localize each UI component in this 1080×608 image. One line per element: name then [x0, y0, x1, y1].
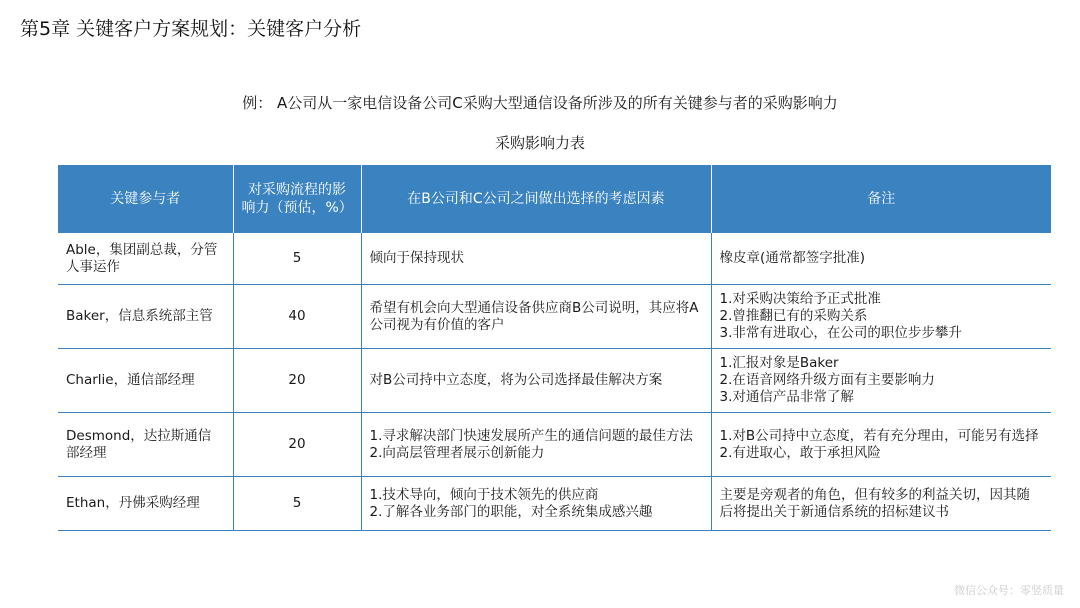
- influence-cell: 5: [233, 233, 361, 285]
- influence-cell: 5: [233, 477, 361, 531]
- factor-line: 2.向高层管理者展示创新能力: [369, 444, 545, 461]
- factors-cell: [361, 233, 711, 285]
- purchase-influence-table: [58, 165, 1051, 531]
- note-line: 1.对B公司持中立态度，若有充分理由，可能另有选择: [719, 427, 1039, 444]
- example-description: 例： A公司从一家电信设备公司C采购大型通信设备所涉及的所有关键参与者的采购影响力: [242, 94, 838, 112]
- factor-line: 希望有机会向大型通信设备供应商B公司说明，其应将A公司视为有价值的客户: [369, 299, 699, 333]
- header-participant: 关键参与者: [58, 165, 233, 233]
- note-line: 3.对通信产品非常了解: [719, 389, 854, 405]
- notes-cell: [711, 285, 1051, 349]
- note-line: 1.汇报对象是Baker: [719, 355, 839, 371]
- notes-cell: [711, 477, 1051, 531]
- note-line: 主要是旁观者的角色，但有较多的利益关切，因其随后将提出关于新通信系统的招标建议书: [719, 486, 1030, 520]
- header-influence: 对采购流程的影响力（预估，%）: [233, 165, 361, 233]
- factor-line: 对B公司持中立态度，将为公司选择最佳解决方案: [369, 372, 663, 388]
- factors-cell: [361, 285, 711, 349]
- header-factors: 在B公司和C公司之间做出选择的考虑因素: [361, 165, 711, 233]
- header-notes: 备注: [711, 165, 1051, 233]
- table-title: 采购影响力表: [494, 134, 585, 152]
- notes-cell: [711, 413, 1051, 477]
- factor-line: 1.技术导向，倾向于技术领先的供应商: [369, 486, 599, 503]
- factors-cell: [361, 477, 711, 531]
- table-row: [58, 413, 1051, 477]
- table-body: [58, 233, 1051, 531]
- factor-line: 倾向于保持现状: [369, 250, 464, 266]
- note-line: 2.曾推翻已有的采购关系: [719, 308, 868, 324]
- note-line: 2.在语音网络升级方面有主要影响力: [719, 372, 935, 388]
- factors-cell: [361, 349, 711, 413]
- note-line: 1.对采购决策给予正式批准: [719, 291, 881, 307]
- watermark: 微信公众号：零竖质量: [954, 584, 1064, 597]
- note-line: 3.非常有进取心，在公司的职位步步攀升: [719, 325, 962, 341]
- note-line: 2.有进取心，敢于承担风险: [719, 444, 881, 461]
- participant-cell: Able，集团副总裁，分管人事运作: [58, 233, 233, 285]
- influence-cell: 20: [233, 349, 361, 413]
- factors-cell: [361, 413, 711, 477]
- table-row: [58, 477, 1051, 531]
- participant-cell: Baker，信息系统部主管: [58, 285, 233, 349]
- influence-cell: 40: [233, 285, 361, 349]
- factor-line: 1.寻求解决部门快速发展所产生的通信问题的最佳方法: [369, 427, 693, 444]
- notes-cell: [711, 233, 1051, 285]
- participant-cell: Desmond，达拉斯通信部经理: [58, 413, 233, 477]
- page-title: 第5章 关键客户方案规划：关键客户分析: [20, 18, 362, 40]
- notes-cell: [711, 349, 1051, 413]
- participant-cell: Ethan，丹佛采购经理: [58, 477, 233, 531]
- factor-line: 2.了解各业务部门的职能，对全系统集成感兴趣: [369, 503, 653, 520]
- influence-cell: 20: [233, 413, 361, 477]
- participant-cell: Charlie，通信部经理: [58, 349, 233, 413]
- table-header-row: [58, 165, 1051, 233]
- table-row: [58, 233, 1051, 285]
- table-row: [58, 349, 1051, 413]
- note-line: 橡皮章(通常都签字批准): [719, 250, 866, 266]
- table-row: [58, 285, 1051, 349]
